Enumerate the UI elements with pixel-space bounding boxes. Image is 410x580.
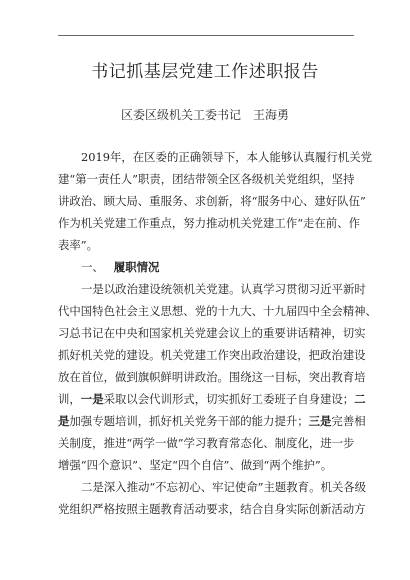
author-name: 王海勇 [253, 108, 290, 122]
intro-paragraph [58, 146, 372, 256]
emphasis-text: 是 [58, 414, 70, 428]
text-line: 抓好机关党的建设。机关党建工作突出政治建设，把政治建设 [58, 348, 366, 362]
author-organization: 区委区级机关工委书记 [120, 108, 241, 122]
text-line: 2019年，在区委的正确领导下，本人能够认真履行机关党 [81, 150, 372, 164]
section-label: 履职情况 [113, 260, 160, 274]
emphasis-text: 三是 [308, 414, 332, 428]
text-line: 讲政治、顾大局、重服务、求创新，将“服务中心、建好队伍” [58, 194, 366, 208]
document-title: 书记抓基层党建工作述职报告 [91, 62, 319, 82]
text-line: 代中国特色社会主义思想、党的十九大、十九届四中全会精神、 [58, 304, 377, 318]
header-rule [58, 35, 354, 36]
paragraph-1 [58, 278, 377, 476]
text-run: 采取以会代训形式，切实抓好工委班子自身建设； [103, 392, 355, 406]
text-line: 一是以政治建设统领机关党建。认真学习贯彻习近平新时 [81, 282, 366, 296]
text-run: 加强专题培训，抓好机关党务干部的能力提升； [69, 414, 309, 428]
author-line [0, 107, 410, 123]
text-line: 表率”。 [58, 238, 98, 252]
text-line: 习总书记在中央和国家机关党建会议上的重要讲话精神，切实 [58, 326, 366, 340]
text-run: 训， [58, 392, 81, 406]
text-line: 放在首位，做到旗帜鲜明讲政治。围绕这一目标，突出教育培 [58, 370, 366, 384]
text-line: 建“第一责任人”职责，团结带领全区各级机关党组织，坚持 [58, 172, 355, 186]
emphasis-text: 二 [354, 392, 366, 406]
paragraph-2 [58, 476, 367, 520]
text-line [58, 388, 366, 410]
section-number: 一、 [81, 260, 104, 274]
text-line [58, 410, 366, 432]
text-line: 二是深入推动“不忘初心、牢记使命”主题教育。机关各级 [81, 480, 367, 494]
text-run: 完善相 [331, 414, 366, 428]
text-line: 作为机关党建工作重点，努力推动机关党建工作“走在前、作 [58, 216, 360, 230]
emphasis-text: 一是 [80, 392, 104, 406]
text-line: 党组织严格按照主题教育活动要求，结合自身实际创新活动方 [58, 502, 366, 516]
text-line: 增强“四个意识”、坚定“四个自信”、做到“两个维护”。 [58, 458, 333, 472]
section-heading [58, 256, 354, 278]
text-line: 关制度，推进“两学一做”学习教育常态化、制度化，进一步 [58, 436, 355, 450]
